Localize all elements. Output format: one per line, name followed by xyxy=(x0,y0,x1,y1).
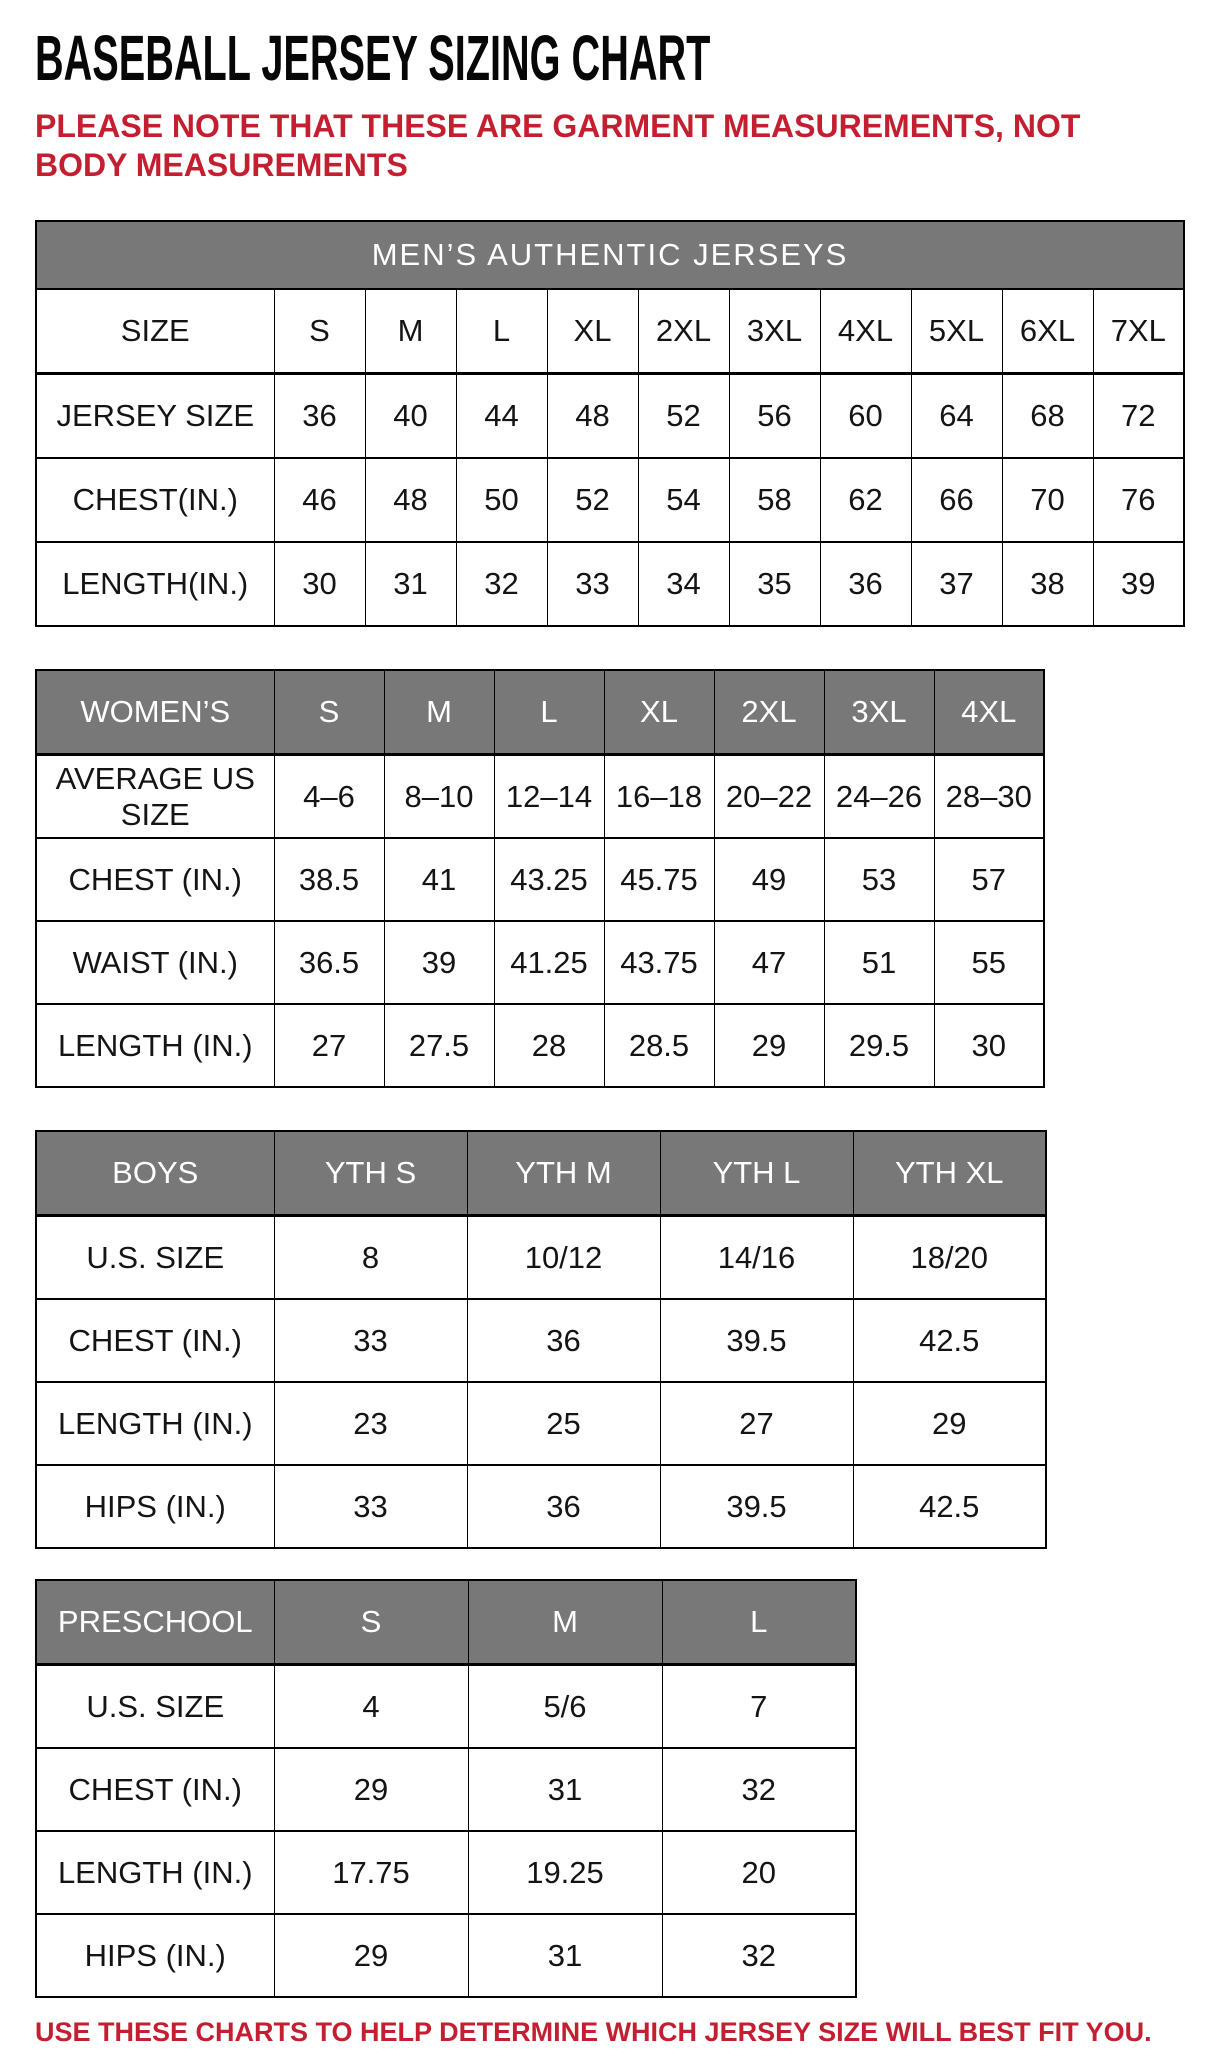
boys-column-header: YTH XL xyxy=(853,1131,1046,1216)
boys-value-cell: 33 xyxy=(274,1465,467,1548)
mens-value-cell: 48 xyxy=(547,374,638,459)
womens-data-row xyxy=(36,921,1044,1004)
womens-value-cell: 24–26 xyxy=(824,755,934,839)
womens-row-label: CHEST (IN.) xyxy=(36,838,274,921)
mens-column-header: L xyxy=(456,289,547,374)
preschool-column-header: S xyxy=(274,1580,468,1665)
womens-value-cell: 27.5 xyxy=(384,1004,494,1087)
mens-value-cell: 38 xyxy=(1002,542,1093,626)
preschool-size-table xyxy=(35,1579,857,1998)
footer-note: USE THESE CHARTS TO HELP DETERMINE WHICH JERSEY SIZE WILL BEST FIT YOU. xyxy=(35,2017,1152,2048)
boys-column-header: BOYS xyxy=(36,1131,274,1216)
mens-header-row xyxy=(36,289,1184,374)
mens-value-cell: 62 xyxy=(820,458,911,542)
preschool-value-cell: 29 xyxy=(274,1748,468,1831)
mens-value-cell: 35 xyxy=(729,542,820,626)
mens-value-cell: 52 xyxy=(638,374,729,459)
preschool-column-header: M xyxy=(468,1580,662,1665)
preschool-data-row xyxy=(36,1831,856,1914)
boys-value-cell: 42.5 xyxy=(853,1465,1046,1548)
mens-banner-title: MEN’S AUTHENTIC JERSEYS xyxy=(36,221,1184,289)
mens-value-cell: 37 xyxy=(911,542,1002,626)
womens-value-cell: 45.75 xyxy=(604,838,714,921)
boys-value-cell: 10/12 xyxy=(467,1216,660,1300)
boys-column-header: YTH M xyxy=(467,1131,660,1216)
womens-value-cell: 49 xyxy=(714,838,824,921)
preschool-row-label: LENGTH (IN.) xyxy=(36,1831,274,1914)
mens-size-table xyxy=(35,220,1185,627)
mens-value-cell: 36 xyxy=(820,542,911,626)
mens-value-cell: 76 xyxy=(1093,458,1184,542)
boys-row-label: U.S. SIZE xyxy=(36,1216,274,1300)
boys-value-cell: 23 xyxy=(274,1382,467,1465)
mens-value-cell: 36 xyxy=(274,374,365,459)
mens-data-row xyxy=(36,458,1184,542)
womens-value-cell: 27 xyxy=(274,1004,384,1087)
womens-value-cell: 41 xyxy=(384,838,494,921)
womens-value-cell: 41.25 xyxy=(494,921,604,1004)
mens-value-cell: 50 xyxy=(456,458,547,542)
boys-row-label: CHEST (IN.) xyxy=(36,1299,274,1382)
mens-row-label: CHEST(IN.) xyxy=(36,458,274,542)
womens-row-label: LENGTH (IN.) xyxy=(36,1004,274,1087)
mens-column-header: 7XL xyxy=(1093,289,1184,374)
womens-value-cell: 29.5 xyxy=(824,1004,934,1087)
preschool-row-label: CHEST (IN.) xyxy=(36,1748,274,1831)
womens-value-cell: 28.5 xyxy=(604,1004,714,1087)
mens-column-header: SIZE xyxy=(36,289,274,374)
womens-value-cell: 57 xyxy=(934,838,1044,921)
boys-column-header: YTH L xyxy=(660,1131,853,1216)
preschool-value-cell: 32 xyxy=(662,1914,856,1997)
mens-value-cell: 56 xyxy=(729,374,820,459)
mens-data-row xyxy=(36,542,1184,626)
mens-value-cell: 70 xyxy=(1002,458,1093,542)
womens-value-cell: 20–22 xyxy=(714,755,824,839)
womens-value-cell: 51 xyxy=(824,921,934,1004)
mens-value-cell: 72 xyxy=(1093,374,1184,459)
mens-row-label: LENGTH(IN.) xyxy=(36,542,274,626)
boys-value-cell: 14/16 xyxy=(660,1216,853,1300)
preschool-header-row xyxy=(36,1580,856,1665)
womens-value-cell: 39 xyxy=(384,921,494,1004)
mens-value-cell: 46 xyxy=(274,458,365,542)
preschool-row-label: U.S. SIZE xyxy=(36,1665,274,1749)
boys-value-cell: 27 xyxy=(660,1382,853,1465)
womens-column-header: XL xyxy=(604,670,714,755)
preschool-data-row xyxy=(36,1665,856,1749)
preschool-value-cell: 31 xyxy=(468,1748,662,1831)
preschool-column-header: PRESCHOOL xyxy=(36,1580,274,1665)
boys-value-cell: 8 xyxy=(274,1216,467,1300)
mens-value-cell: 44 xyxy=(456,374,547,459)
womens-value-cell: 53 xyxy=(824,838,934,921)
womens-value-cell: 4–6 xyxy=(274,755,384,839)
mens-value-cell: 31 xyxy=(365,542,456,626)
womens-value-cell: 16–18 xyxy=(604,755,714,839)
boys-row-label: HIPS (IN.) xyxy=(36,1465,274,1548)
womens-data-row xyxy=(36,1004,1044,1087)
mens-column-header: XL xyxy=(547,289,638,374)
mens-value-cell: 48 xyxy=(365,458,456,542)
page-title: BASEBALL JERSEY SIZING CHART xyxy=(35,22,711,94)
preschool-value-cell: 4 xyxy=(274,1665,468,1749)
boys-row-label: LENGTH (IN.) xyxy=(36,1382,274,1465)
womens-row-label: WAIST (IN.) xyxy=(36,921,274,1004)
boys-value-cell: 33 xyxy=(274,1299,467,1382)
womens-value-cell: 28 xyxy=(494,1004,604,1087)
womens-value-cell: 43.75 xyxy=(604,921,714,1004)
womens-column-header: 3XL xyxy=(824,670,934,755)
preschool-value-cell: 19.25 xyxy=(468,1831,662,1914)
womens-value-cell: 36.5 xyxy=(274,921,384,1004)
preschool-column-header: L xyxy=(662,1580,856,1665)
mens-column-header: M xyxy=(365,289,456,374)
mens-value-cell: 64 xyxy=(911,374,1002,459)
mens-value-cell: 34 xyxy=(638,542,729,626)
boys-value-cell: 36 xyxy=(467,1465,660,1548)
womens-header-row xyxy=(36,670,1044,755)
garment-measurements-note: PLEASE NOTE THAT THESE ARE GARMENT MEASUREMENTS, NOT BODY MEASUREMENTS xyxy=(35,108,1081,183)
mens-value-cell: 39 xyxy=(1093,542,1184,626)
preschool-row-label: HIPS (IN.) xyxy=(36,1914,274,1997)
mens-column-header: S xyxy=(274,289,365,374)
womens-value-cell: 47 xyxy=(714,921,824,1004)
boys-size-table xyxy=(35,1130,1047,1549)
boys-data-row xyxy=(36,1216,1046,1300)
boys-value-cell: 42.5 xyxy=(853,1299,1046,1382)
preschool-value-cell: 20 xyxy=(662,1831,856,1914)
womens-value-cell: 43.25 xyxy=(494,838,604,921)
preschool-value-cell: 7 xyxy=(662,1665,856,1749)
mens-value-cell: 33 xyxy=(547,542,638,626)
mens-data-row xyxy=(36,374,1184,459)
preschool-value-cell: 5/6 xyxy=(468,1665,662,1749)
womens-value-cell: 29 xyxy=(714,1004,824,1087)
mens-value-cell: 40 xyxy=(365,374,456,459)
womens-value-cell: 38.5 xyxy=(274,838,384,921)
boys-value-cell: 39.5 xyxy=(660,1299,853,1382)
mens-banner-row xyxy=(36,221,1184,289)
mens-value-cell: 68 xyxy=(1002,374,1093,459)
boys-data-row xyxy=(36,1382,1046,1465)
womens-column-header: 4XL xyxy=(934,670,1044,755)
mens-column-header: 3XL xyxy=(729,289,820,374)
boys-value-cell: 18/20 xyxy=(853,1216,1046,1300)
mens-value-cell: 52 xyxy=(547,458,638,542)
preschool-value-cell: 17.75 xyxy=(274,1831,468,1914)
womens-value-cell: 28–30 xyxy=(934,755,1044,839)
mens-row-label: JERSEY SIZE xyxy=(36,374,274,459)
womens-data-row xyxy=(36,838,1044,921)
womens-row-label: AVERAGE US SIZE xyxy=(36,755,274,839)
boys-value-cell: 39.5 xyxy=(660,1465,853,1548)
womens-value-cell: 55 xyxy=(934,921,1044,1004)
womens-column-header: WOMEN’S xyxy=(36,670,274,755)
tables-container xyxy=(35,220,1192,1998)
womens-data-row xyxy=(36,755,1044,839)
mens-value-cell: 60 xyxy=(820,374,911,459)
mens-column-header: 2XL xyxy=(638,289,729,374)
womens-column-header: M xyxy=(384,670,494,755)
boys-value-cell: 29 xyxy=(853,1382,1046,1465)
womens-value-cell: 12–14 xyxy=(494,755,604,839)
boys-header-row xyxy=(36,1131,1046,1216)
mens-value-cell: 66 xyxy=(911,458,1002,542)
boys-data-row xyxy=(36,1465,1046,1548)
mens-value-cell: 32 xyxy=(456,542,547,626)
boys-value-cell: 36 xyxy=(467,1299,660,1382)
preschool-data-row xyxy=(36,1914,856,1997)
mens-value-cell: 30 xyxy=(274,542,365,626)
womens-size-table xyxy=(35,669,1045,1088)
womens-column-header: L xyxy=(494,670,604,755)
womens-value-cell: 8–10 xyxy=(384,755,494,839)
mens-value-cell: 54 xyxy=(638,458,729,542)
womens-column-header: 2XL xyxy=(714,670,824,755)
womens-column-header: S xyxy=(274,670,384,755)
mens-column-header: 4XL xyxy=(820,289,911,374)
womens-value-cell: 30 xyxy=(934,1004,1044,1087)
preschool-data-row xyxy=(36,1748,856,1831)
mens-value-cell: 58 xyxy=(729,458,820,542)
preschool-value-cell: 31 xyxy=(468,1914,662,1997)
mens-column-header: 5XL xyxy=(911,289,1002,374)
boys-value-cell: 25 xyxy=(467,1382,660,1465)
mens-column-header: 6XL xyxy=(1002,289,1093,374)
boys-column-header: YTH S xyxy=(274,1131,467,1216)
boys-data-row xyxy=(36,1299,1046,1382)
preschool-value-cell: 29 xyxy=(274,1914,468,1997)
preschool-value-cell: 32 xyxy=(662,1748,856,1831)
